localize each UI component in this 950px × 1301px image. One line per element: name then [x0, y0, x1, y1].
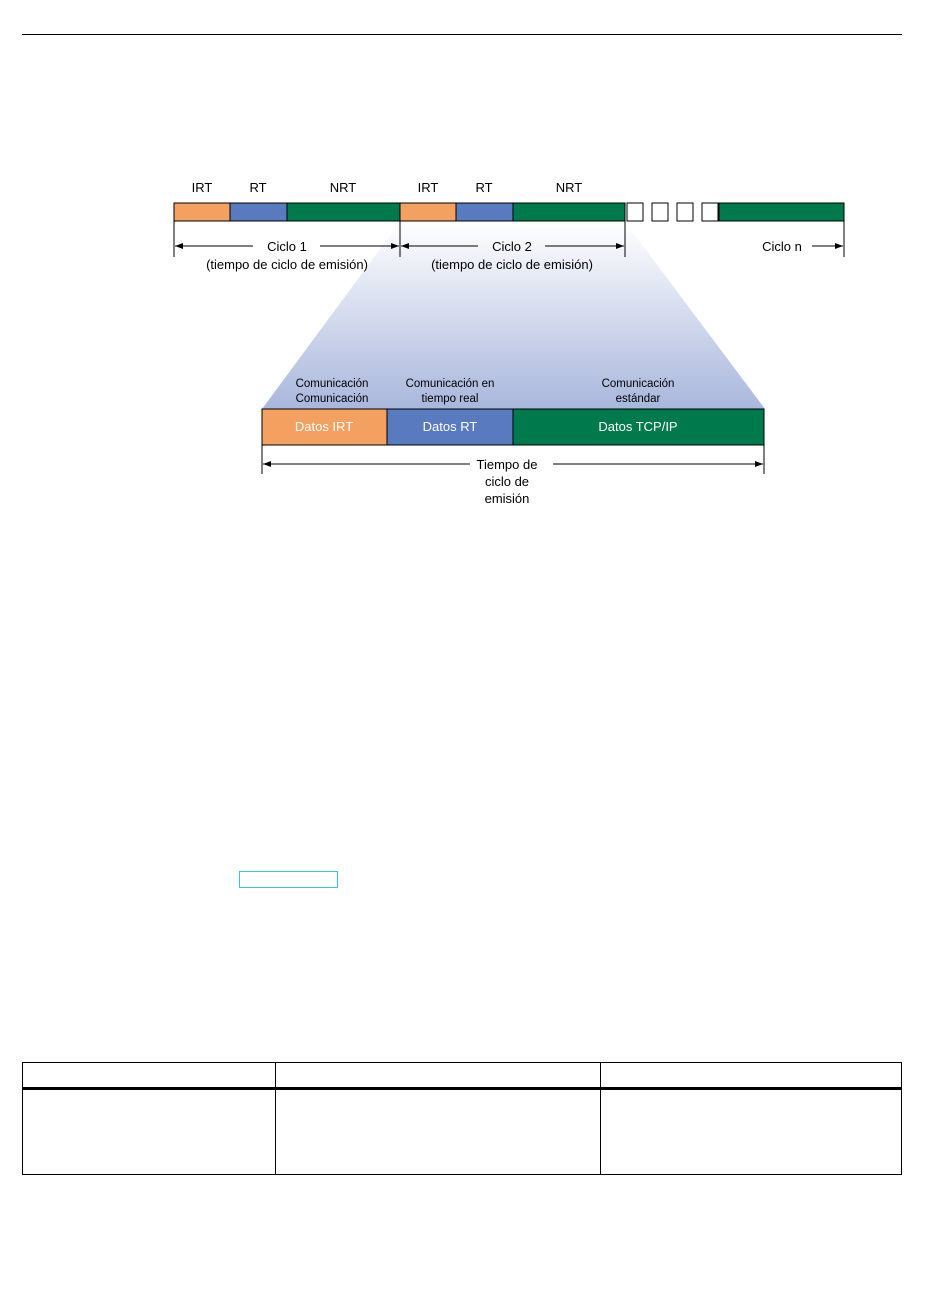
- ellipsis-box: [652, 203, 668, 221]
- send-cycle-diagram: [0, 0, 950, 520]
- table-cell: [276, 1089, 601, 1175]
- cyclen-label: Ciclo n: [762, 239, 802, 254]
- cycle1-rt-segment: [230, 203, 287, 221]
- highlight-box: [239, 871, 338, 888]
- ellipsis-box: [627, 203, 643, 221]
- detail-rt-label: Datos RT: [422, 419, 478, 434]
- table-header-cell: [601, 1063, 902, 1089]
- time-label-line2: ciclo de: [484, 474, 530, 489]
- cycle2-sublabel: (tiempo de ciclo de emisión): [431, 257, 593, 272]
- cycle1-nrt-segment: [287, 203, 400, 221]
- time-label-line1: Tiempo de: [476, 457, 538, 472]
- label-nrt-1: NRT: [329, 180, 357, 195]
- table-header-cell: [276, 1063, 601, 1089]
- table-header-row: [23, 1063, 902, 1089]
- irt-caption-line2: Comunicación: [295, 393, 369, 405]
- cycle2-rt-segment: [456, 203, 513, 221]
- detail-irt-label: Datos IRT: [294, 419, 354, 434]
- cycle1-irt-segment: [174, 203, 230, 221]
- cycle2-nrt-segment: [513, 203, 625, 221]
- table-cell: [23, 1089, 276, 1175]
- irt-caption-line1: Comunicación: [295, 378, 369, 390]
- label-rt-1: RT: [249, 180, 267, 195]
- time-label-line3: emisión: [484, 491, 530, 506]
- detail-tcp-label: Datos TCP/IP: [598, 419, 678, 434]
- label-nrt-2: NRT: [555, 180, 583, 195]
- empty-table: [22, 1062, 902, 1175]
- ellipsis-box: [677, 203, 693, 221]
- tcp-caption-line1: Comunicación: [601, 378, 675, 390]
- cycle2-label: Ciclo 2: [492, 239, 532, 254]
- cyclen-nrt-segment: [719, 203, 844, 221]
- label-irt-2: IRT: [417, 180, 439, 195]
- cycle2-irt-segment: [400, 203, 456, 221]
- label-rt-2: RT: [475, 180, 493, 195]
- table-header-cell: [23, 1063, 276, 1089]
- table-cell: [601, 1089, 902, 1175]
- cycle1-label: Ciclo 1: [267, 239, 307, 254]
- ellipsis-box: [702, 203, 718, 221]
- tcp-caption-line2: estándar: [615, 393, 661, 405]
- rt-caption-line2: tiempo real: [421, 393, 479, 405]
- table-row: [23, 1089, 902, 1175]
- rt-caption-line1: Comunicación en: [405, 378, 495, 390]
- label-irt-1: IRT: [191, 180, 213, 195]
- cycle1-sublabel: (tiempo de ciclo de emisión): [206, 257, 368, 272]
